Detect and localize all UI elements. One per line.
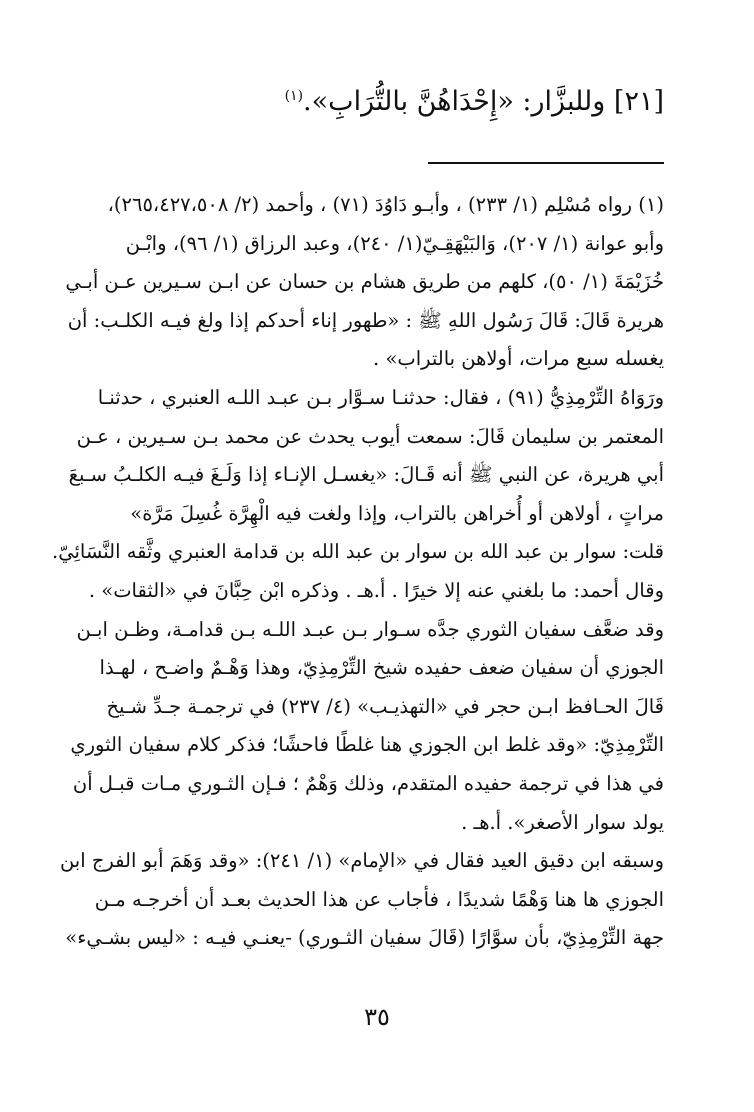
page-number: ٣٥ (364, 1003, 390, 1031)
footnote-line: جهة التِّرْمِذِيّ، بأن سوَّارًا (قَالَ سفيان الثـوري) -يعنـي فيـه : «ليس بشـيء» (65, 926, 664, 950)
heading-footnote-marker: (١) (284, 88, 304, 104)
footnote-line: (١) رواه مُسْلِم (١/ ٢٣٣) ، وأبـو دَاوُدَ (٧١) ، وأحمد (٢/ ٢٦٥،٤٢٧،٥٠٨)، (107, 193, 664, 216)
footnote-line: يغسله سبع مرات، أولاهن بالتراب» . (373, 347, 664, 371)
footnote-separator (428, 162, 664, 164)
footnote-line: في هذا في ترجمة حفيده المتقدم، وذلك وَهْمٌ ؛ فـإن الثـوري مـات قبـل أن (72, 771, 664, 795)
footnote-line: قلت: سوار بن عبد الله بن سوار بن عبد الله بن قدامة العنبري وثَّقه النَّسَائِيّ. (52, 540, 664, 564)
footnote-line: مراتٍ ، أولاهن أو أُخراهن بالتراب، وإذا ولغت فيه الْهِرَّة غُسِلَ مَرَّة» (130, 501, 664, 525)
footnote-line: هريرة قَالَ: قَالَ رَسُول اللهِ ﷺ : «طهور إناء أحدكم إذا ولغ فيـه الكلـب: أن (67, 308, 664, 332)
footnote-line: وقال أحمد: ما بلغني عنه إلا خيرًا . أ.هـ . وذكره ابْن حِبَّانَ في «الثقات» . (88, 578, 664, 602)
footnote-line: يولد سوار الأصغر». أ.هـ . (461, 810, 664, 834)
footnote-line: وسبقه ابن دقيق العيد فقال في «الإمام» (١/ ٢٤١): «وقد وَهَمَ أبو الفرج ابن (59, 849, 664, 873)
footnote-line: ورَوَاهُ التِّرْمِذِيُّ (٩١) ، فقال: حدثنـا سـوَّار بـن عبـد اللـه العنبري ، حدثنـا (97, 385, 664, 409)
footnote-line: قَالَ الحـافظ ابـن حجر في «التهذيـب» (٤/ ٢٣٧) في ترجمـة جـدِّ شـيخ (106, 694, 664, 718)
footnote-line: الجوزي ها هنا وَهْمًا شديدًا ، فأجاب عن هذا الحديث بعـد أن أخرجـه مـن (94, 887, 664, 911)
footnote-line: الجوزي أن سفيان ضعف حفيده شيخ التِّرْمِذِيّ، وهذا وَهْـمٌ واضـح ، لهـذا (99, 656, 664, 680)
heading-text: [٢١] وللبزَّار: «إِحْدَاهُنَّ بالتُّرَابِ». (303, 86, 664, 117)
footnote-line: أبي هريرة، عن النبي ﷺ أنه قَـالَ: «يغسـل الإنـاء إذا وَلَـغَ فيـه الكلـبُ سـبعَ (68, 463, 664, 487)
footnote-line: التِّرْمِذِيّ: «وقد غلط ابن الجوزي هنا غلطًا فاحشًا؛ فذكر كلام سفيان الثوري (70, 733, 664, 757)
footnote-line: المعتمر بن سليمان قَالَ: سمعت أيوب يحدث عن محمد بـن سـيرين ، عـن (76, 424, 664, 448)
footnote-line: وأبو عوانة (١/ ٢٠٧)، وَالبَيْهَقِـيّ(١/ ٢٤٠)، وعبد الرزاق (١/ ٩٦)، وابْـن (125, 231, 664, 255)
footnote-line: وقد ضعَّف سفيان الثوري جدَّه سـوار بـن عبـد اللـه بـن قدامـة، وظـن ابـن (76, 617, 664, 641)
hadith-heading (40, 78, 664, 120)
footnotes-block (42, 186, 664, 958)
footnote-line: خُزَيْمَةَ (١/ ٥٠)، كلهم من طريق هشام بن حسان عن ابـن سـيرين عـن أبـي (65, 270, 664, 294)
